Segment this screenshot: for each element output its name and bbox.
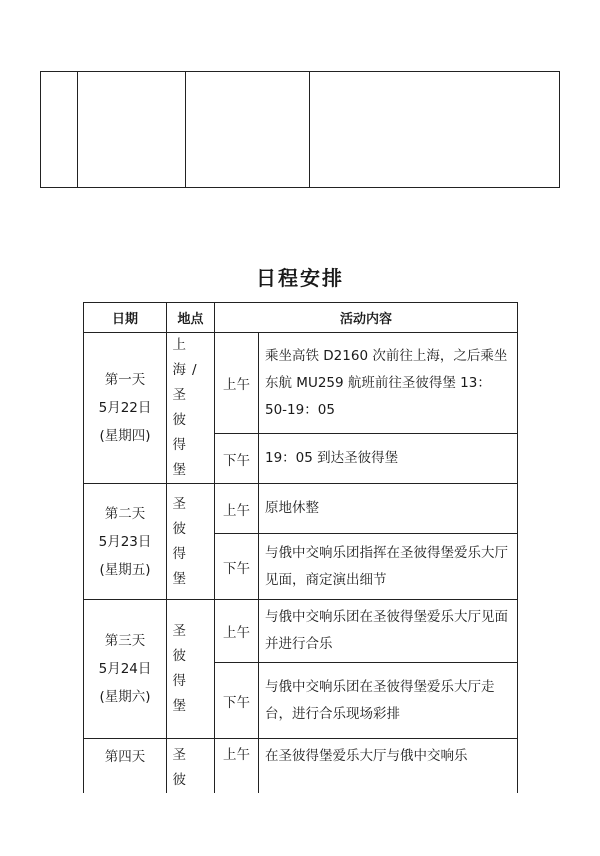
period-am: 上午	[215, 600, 259, 663]
period-pm: 下午	[215, 534, 259, 600]
place-cell	[167, 739, 215, 794]
table-header-row	[84, 303, 518, 333]
date-cell	[84, 739, 167, 794]
day-label: 第一天	[104, 372, 146, 388]
previous-table-fragment	[40, 71, 560, 188]
activity-am: 在圣彼得堡爱乐大厅与俄中交响乐	[259, 739, 518, 794]
day-label: 第二天	[104, 505, 146, 522]
page-title: 日程安排	[256, 266, 344, 290]
activity-pm: 19：05 到达圣彼得堡	[259, 434, 518, 484]
period-pm: 下午	[215, 434, 259, 484]
table-cell	[78, 72, 186, 188]
day-label: 第四天	[104, 749, 146, 765]
table-row	[41, 72, 560, 188]
day-date: 5月23日	[98, 533, 152, 550]
activity-am: 原地休整	[259, 484, 518, 534]
place-text: 圣彼	[172, 747, 192, 788]
table-cell	[186, 72, 310, 188]
day-date: 5月24日	[98, 661, 152, 677]
header-date: 日期	[84, 303, 167, 333]
period-am: 上午	[215, 484, 259, 534]
place-text: 圣彼得堡	[172, 623, 192, 714]
day-label: 第三天	[104, 633, 146, 649]
header-activity: 活动内容	[215, 303, 518, 333]
table-row	[84, 739, 518, 794]
day-weekday: (星期六)	[99, 689, 151, 705]
table-row	[84, 333, 518, 434]
period-am: 上午	[215, 333, 259, 434]
activity-pm: 与俄中交响乐团在圣彼得堡爱乐大厅走台，进行合乐现场彩排	[259, 663, 518, 739]
day-weekday: (星期五)	[99, 561, 151, 578]
place-cell	[167, 600, 215, 739]
place-text: 圣彼得堡	[172, 495, 192, 587]
activity-am: 乘坐高铁 D2160 次前往上海，之后乘坐东航 MU259 航班前往圣彼得堡 13：50-19：05	[259, 333, 518, 434]
table-row	[84, 484, 518, 534]
schedule-table	[83, 302, 518, 793]
place-cell	[167, 333, 215, 484]
period-pm: 下午	[215, 663, 259, 739]
period-am: 上午	[215, 739, 259, 794]
date-cell	[84, 484, 167, 600]
header-place: 地点	[167, 303, 215, 333]
place-text: 上海/圣彼得堡	[172, 337, 203, 478]
table-cell	[41, 72, 78, 188]
day-date: 5月22日	[98, 400, 152, 416]
day-weekday: (星期四)	[99, 428, 151, 444]
date-cell	[84, 333, 167, 484]
date-cell	[84, 600, 167, 739]
place-cell	[167, 484, 215, 600]
activity-pm: 与俄中交响乐团指挥在圣彼得堡爱乐大厅见面，商定演出细节	[259, 534, 518, 600]
table-cell	[310, 72, 560, 188]
activity-am: 与俄中交响乐团在圣彼得堡爱乐大厅见面并进行合乐	[259, 600, 518, 663]
table-row	[84, 600, 518, 663]
